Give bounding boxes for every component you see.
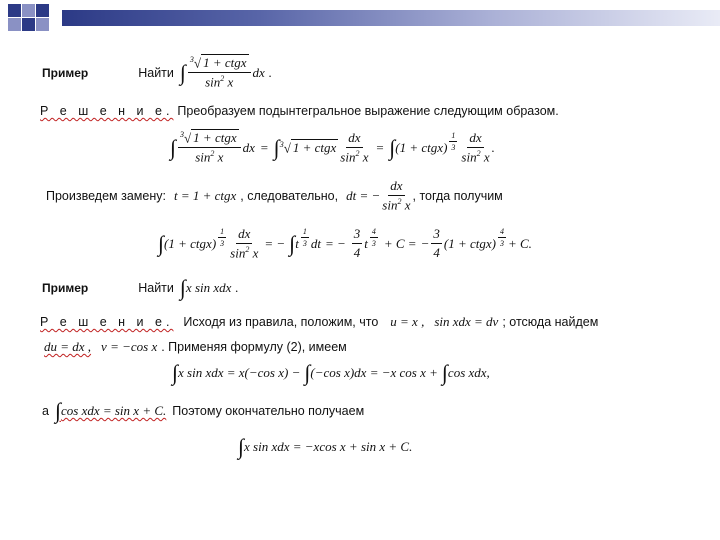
header-decoration <box>0 0 720 36</box>
integrand-fraction: $\frac{^3√ 1 + ctgx}{\sin^2 x}$ <box>188 55 251 91</box>
solution-label: Р е ш е н и е. <box>40 315 174 329</box>
example-label: Пример <box>42 65 89 80</box>
solution-label: Р е ш е н и е. <box>40 104 174 118</box>
decor-square <box>8 4 21 17</box>
dx: dx <box>252 64 265 80</box>
substitution-text: Произведем замену: <box>46 188 166 203</box>
final-formula: ∫ x sin xdx = −xcos x + sin x + C. <box>238 434 413 459</box>
decor-square <box>22 18 35 31</box>
decor-square <box>36 18 49 31</box>
example2-heading: Пример Найти ∫ x sin xdx . <box>42 275 239 300</box>
example1-heading: Пример Найти ∫ $\frac{^3√ 1 + ctgx}{\sin^2 x}$ dx . <box>42 55 273 90</box>
parts-formula: ∫ x sin xdx = x(−cos x) − ∫ (−cos x)dx = −x cos x + ∫ cos xdx, <box>172 360 490 385</box>
result1-formula: ∫ (1 + ctgx) $\frac{1}{3}$ $\frac{dx}{\sin^2 x}$ = − ∫ t $\frac{1}{3}$ dt = − $\frac{3}{4}$ t $\frac{4}{3}$ + C = − $\frac{3}{4}$ (1 + ctgx) $\frac{4}{3}$ + C. <box>158 226 532 261</box>
decor-square <box>8 18 21 31</box>
decor-square <box>36 4 49 17</box>
decor-square <box>22 4 35 17</box>
solution1-line <box>40 102 559 120</box>
transform-text: Преобразуем подынтегральное выражение следующим образом. <box>177 104 559 118</box>
substitution-line: Произведем замену: t = 1 + ctgx , следовательно, dt = − $\frac{dx}{\sin^2 x}$ , тогда получим <box>46 178 503 213</box>
substitution: t = 1 + ctgx <box>173 187 237 203</box>
header-bar <box>62 10 720 26</box>
transform-formula: ∫ $\frac{^3√ 1 + ctgx}{\sin^2 x}$ dx = ∫ $^3$√ 1 + ctgx $\frac{dx}{\sin^2 x}$ = ∫ (1 + ctgx) $\frac{1}{3}$ $\frac{dx}{\sin^2 x}$ . <box>170 130 495 165</box>
find-label: Найти <box>138 281 174 295</box>
find-label: Найти <box>138 65 174 80</box>
du-line: du = dx , v = −cos x . Применяя формулу (2), имеем <box>44 339 347 354</box>
solution2-line: Р е ш е н и е. Исходя из правила, положим, что u = x , sin xdx = dv ; отсюда найдем <box>40 314 599 329</box>
example-label: Пример <box>42 281 89 295</box>
integral-sign: ∫ <box>179 59 186 85</box>
cos-integral-line: а ∫ cos xdx = sin x + C. Поэтому окончательно получаем <box>42 398 365 423</box>
